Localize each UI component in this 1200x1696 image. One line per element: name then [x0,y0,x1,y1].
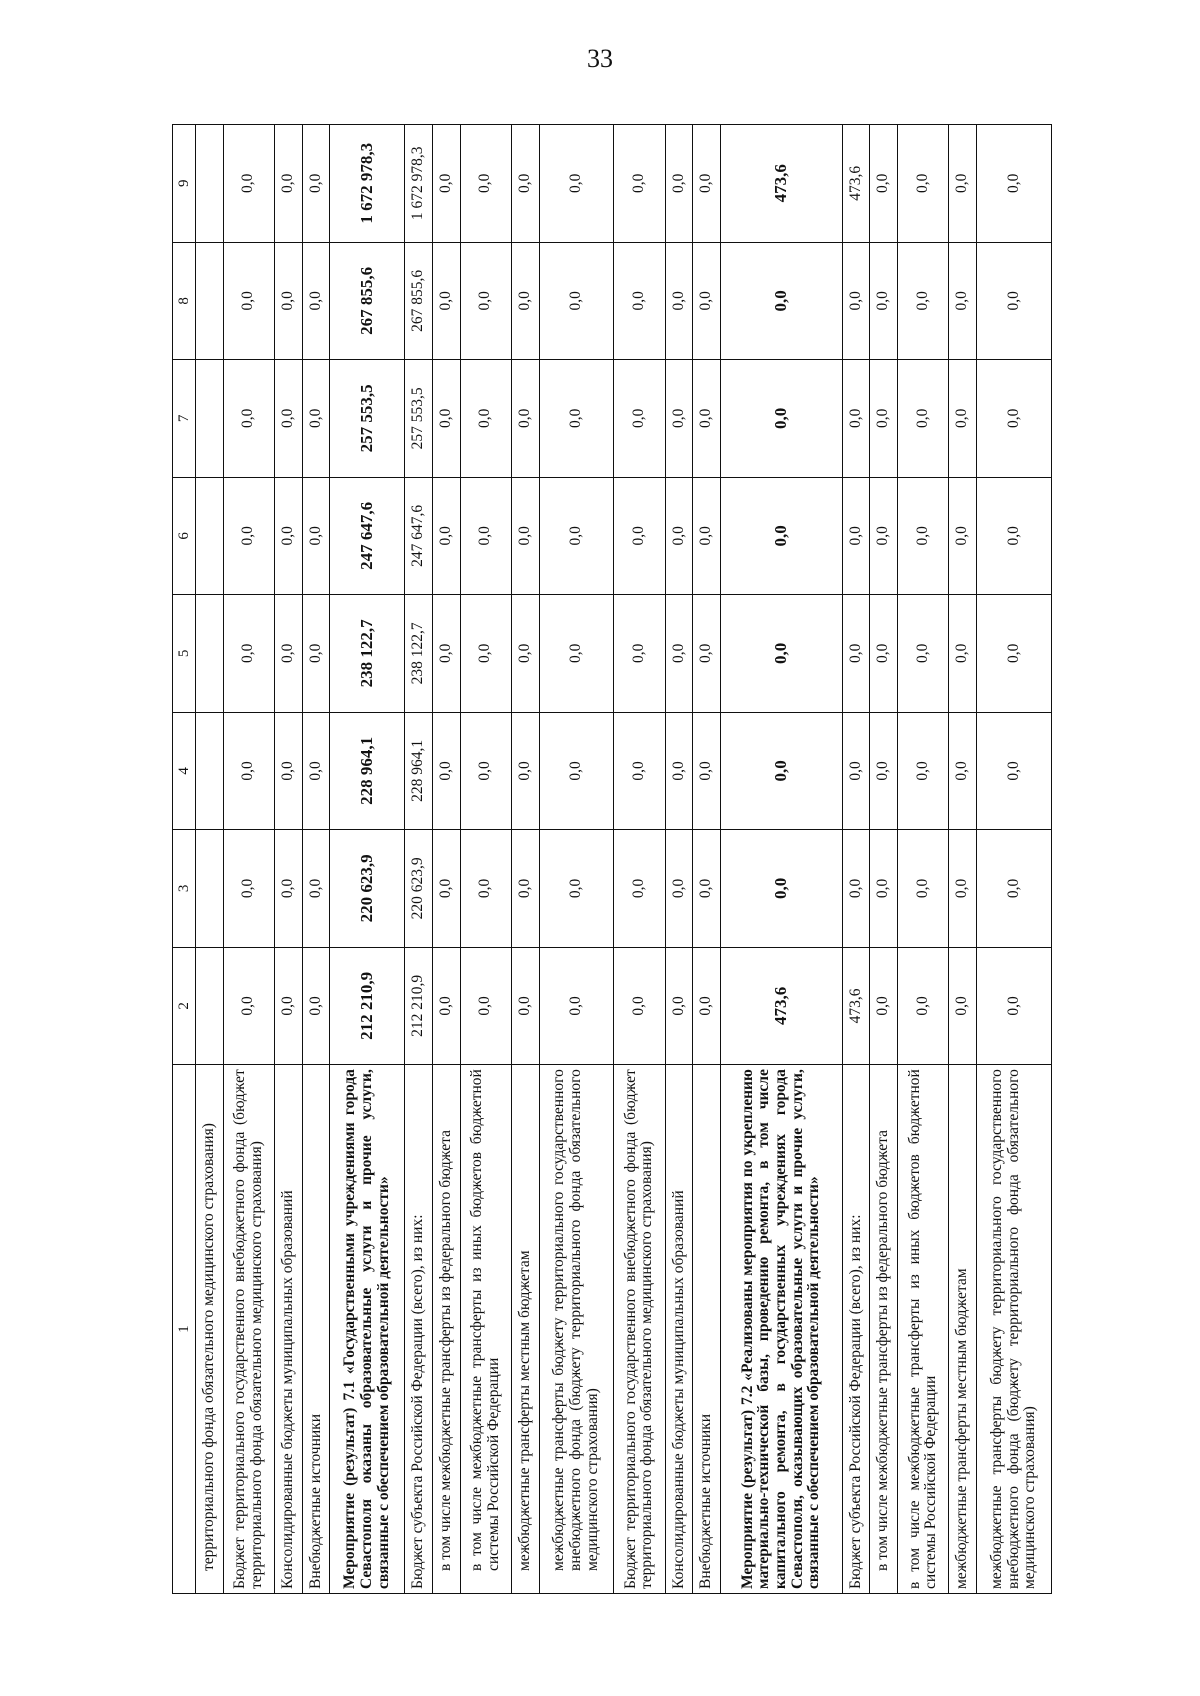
cell-value: 0,0 [720,712,842,830]
cell-value: 0,0 [614,242,665,360]
column-header-7: 7 [173,360,196,478]
cell-value: 0,0 [898,595,949,713]
table-row [870,125,898,1594]
cell-value: 0,0 [870,712,898,830]
cell-value: 0,0 [665,712,693,830]
cell-value: 0,0 [949,947,977,1065]
cell-value: 220 623,9 [405,830,433,948]
cell-value: 247 647,6 [330,477,405,595]
cell-value: 0,0 [665,242,693,360]
cell-value: 0,0 [693,947,721,1065]
cell-value: 0,0 [274,242,302,360]
table-row [460,125,511,1594]
cell-value: 0,0 [223,830,274,948]
cell-value: 0,0 [460,360,511,478]
cell-value: 0,0 [870,830,898,948]
cell-value: 0,0 [898,242,949,360]
cell-value: 0,0 [720,360,842,478]
row-label: Консолидированные бюджеты муниципальных образований [274,1065,302,1594]
cell-value: 0,0 [977,125,1052,243]
table-row [665,125,693,1594]
cell-value: 0,0 [614,477,665,595]
cell-value: 0,0 [223,477,274,595]
cell-value: 0,0 [665,595,693,713]
cell-value: 0,0 [949,242,977,360]
cell-value: 0,0 [977,830,1052,948]
table-body [196,125,1052,1594]
row-label: Бюджет субъекта Российской Федерации (всего), из них: [405,1065,433,1594]
cell-value: 0,0 [870,947,898,1065]
cell-value: 0,0 [842,830,870,948]
cell-value: 0,0 [302,477,330,595]
row-label: Бюджет территориального государственного внебюджетного фонда (бюджет территориального фонда обязательного медицинского страхования) [223,1065,274,1594]
row-label: в том числе межбюджетные трансферты из федерального бюджета [870,1065,898,1594]
cell-value: 0,0 [665,125,693,243]
cell-value: 0,0 [432,360,460,478]
cell-value: 0,0 [223,125,274,243]
cell-value: 0,0 [614,125,665,243]
cell-value: 0,0 [302,242,330,360]
cell-value: 0,0 [223,360,274,478]
cell-value: 0,0 [223,947,274,1065]
row-label: межбюджетные трансферты местным бюджетам [511,1065,539,1594]
cell-value: 0,0 [539,712,614,830]
cell-value: 0,0 [842,712,870,830]
column-header-8: 8 [173,242,196,360]
cell-value: 0,0 [432,947,460,1065]
cell-value: 0,0 [274,595,302,713]
column-header-6: 6 [173,477,196,595]
cell-value: 0,0 [274,125,302,243]
cell-value: 0,0 [898,360,949,478]
cell-value: 0,0 [460,595,511,713]
cell-value: 0,0 [460,830,511,948]
cell-value: 238 122,7 [330,595,405,713]
cell-value: 0,0 [511,477,539,595]
table-row [977,125,1052,1594]
cell-value: 0,0 [274,360,302,478]
cell-value: 0,0 [898,947,949,1065]
cell-value: 0,0 [432,477,460,595]
cell-value: 473,6 [720,947,842,1065]
cell-value: 0,0 [720,595,842,713]
row-label: Мероприятие (результат) 7.2 «Реализованы мероприятия по укреплению материально-технической базы, проведению ремонта, в том числе капитального ремонта, в государственных учреждениях города Севастополя, оказывающих образовательные услуги и прочие услуги, связанные с обеспечением образовательной деятельности» [720,1065,842,1594]
cell-value: 257 553,5 [405,360,433,478]
cell-value: 0,0 [223,712,274,830]
cell-value: 0,0 [977,477,1052,595]
cell-value: 228 964,1 [405,712,433,830]
cell-value: 0,0 [665,477,693,595]
cell-value: 473,6 [842,125,870,243]
cell-value: 0,0 [614,947,665,1065]
table-row [898,125,949,1594]
cell-value: 0,0 [842,595,870,713]
cell-value: 0,0 [842,360,870,478]
table-row [614,125,665,1594]
cell-value: 0,0 [432,242,460,360]
cell-value: 0,0 [949,712,977,830]
row-label: межбюджетные трансферты бюджету территориального государственного внебюджетного фонда (бюджету территориального фонда обязательного медицинского страхования) [977,1065,1052,1594]
cell-value: 0,0 [511,242,539,360]
cell-value: 0,0 [720,242,842,360]
cell-value: 0,0 [432,125,460,243]
cell-value: 0,0 [665,360,693,478]
cell-value: 267 855,6 [330,242,405,360]
cell-value: 0,0 [720,830,842,948]
cell-value: 0,0 [539,360,614,478]
cell-value: 0,0 [460,125,511,243]
column-header-5: 5 [173,595,196,713]
cell-value [196,125,224,243]
column-header-3: 3 [173,830,196,948]
table-row [693,125,721,1594]
cell-value: 0,0 [460,712,511,830]
cell-value: 0,0 [870,477,898,595]
table-row [330,125,405,1594]
table-row [949,125,977,1594]
cell-value: 0,0 [460,242,511,360]
row-label: межбюджетные трансферты бюджету территориального государственного внебюджетного фонда (бюджету территориального фонда обязательного медицинского страхования) [539,1065,614,1594]
cell-value: 0,0 [842,242,870,360]
cell-value: 0,0 [223,242,274,360]
cell-value: 0,0 [302,947,330,1065]
table-row [511,125,539,1594]
cell-value: 0,0 [949,360,977,478]
cell-value [196,947,224,1065]
cell-value: 0,0 [511,360,539,478]
cell-value: 0,0 [302,595,330,713]
cell-value: 0,0 [274,712,302,830]
cell-value: 0,0 [842,477,870,595]
cell-value: 0,0 [539,125,614,243]
cell-value [196,477,224,595]
cell-value: 0,0 [693,360,721,478]
cell-value: 0,0 [614,595,665,713]
cell-value: 0,0 [539,947,614,1065]
cell-value: 0,0 [870,242,898,360]
cell-value: 0,0 [511,125,539,243]
cell-value: 0,0 [511,830,539,948]
cell-value: 1 672 978,3 [405,125,433,243]
cell-value: 238 122,7 [405,595,433,713]
row-label: Консолидированные бюджеты муниципальных образований [665,1065,693,1594]
cell-value: 0,0 [693,712,721,830]
cell-value: 0,0 [977,595,1052,713]
row-label: Мероприятие (результат) 7.1 «Государственными учреждениями города Севастополя оказаны образовательные услуги и прочие услуги, связанные с обеспечением образовательной деятельности» [330,1065,405,1594]
row-label: Бюджет субъекта Российской Федерации (всего), из них: [842,1065,870,1594]
table-row [302,125,330,1594]
page-number: 33 [587,44,613,73]
table-row [720,125,842,1594]
cell-value: 0,0 [460,947,511,1065]
table-row [274,125,302,1594]
table-row [842,125,870,1594]
cell-value [196,712,224,830]
header-row [173,125,196,1594]
cell-value: 0,0 [720,477,842,595]
cell-value: 473,6 [720,125,842,243]
cell-value: 0,0 [432,595,460,713]
cell-value: 0,0 [539,595,614,713]
rotated-table-frame [172,124,1052,1594]
cell-value: 0,0 [977,242,1052,360]
table-row [223,125,274,1594]
cell-value: 212 210,9 [405,947,433,1065]
cell-value: 0,0 [693,125,721,243]
cell-value: 0,0 [870,360,898,478]
cell-value: 0,0 [302,360,330,478]
cell-value [196,595,224,713]
table-row [196,125,224,1594]
cell-value: 0,0 [302,712,330,830]
column-header-2: 2 [173,947,196,1065]
cell-value: 0,0 [614,712,665,830]
row-label: в том числе межбюджетные трансферты из иных бюджетов бюджетной системы Российской Федерации [460,1065,511,1594]
cell-value: 220 623,9 [330,830,405,948]
cell-value: 0,0 [665,830,693,948]
cell-value: 0,0 [274,477,302,595]
column-header-4: 4 [173,712,196,830]
cell-value: 0,0 [898,712,949,830]
row-label: в том числе межбюджетные трансферты из федерального бюджета [432,1065,460,1594]
table-row [405,125,433,1594]
cell-value: 0,0 [949,125,977,243]
cell-value: 0,0 [898,477,949,595]
cell-value [196,242,224,360]
cell-value: 0,0 [539,477,614,595]
cell-value: 0,0 [302,830,330,948]
row-label: межбюджетные трансферты местным бюджетам [949,1065,977,1594]
row-label: Внебюджетные источники [693,1065,721,1594]
cell-value [196,360,224,478]
cell-value: 0,0 [949,830,977,948]
cell-value: 0,0 [949,595,977,713]
cell-value: 0,0 [432,712,460,830]
table-row [432,125,460,1594]
cell-value: 0,0 [693,830,721,948]
cell-value: 0,0 [977,947,1052,1065]
cell-value: 0,0 [274,830,302,948]
cell-value: 0,0 [665,947,693,1065]
cell-value: 0,0 [511,595,539,713]
cell-value: 0,0 [870,125,898,243]
cell-value: 0,0 [977,712,1052,830]
cell-value: 257 553,5 [330,360,405,478]
cell-value: 0,0 [949,477,977,595]
cell-value: 0,0 [539,242,614,360]
cell-value: 0,0 [693,595,721,713]
cell-value: 473,6 [842,947,870,1065]
cell-value: 0,0 [539,830,614,948]
cell-value: 0,0 [432,830,460,948]
row-label: Внебюджетные источники [302,1065,330,1594]
cell-value: 0,0 [274,947,302,1065]
cell-value: 0,0 [870,595,898,713]
row-label: в том числе межбюджетные трансферты из иных бюджетов бюджетной системы Российской Федерации [898,1065,949,1594]
cell-value: 1 672 978,3 [330,125,405,243]
cell-value: 0,0 [898,830,949,948]
cell-value: 0,0 [898,125,949,243]
cell-value: 0,0 [977,360,1052,478]
cell-value: 0,0 [693,242,721,360]
row-label: Бюджет территориального государственного внебюджетного фонда (бюджет территориального фонда обязательного медицинского страхования) [614,1065,665,1594]
column-header-1: 1 [173,1065,196,1594]
cell-value: 0,0 [223,595,274,713]
cell-value: 247 647,6 [405,477,433,595]
cell-value: 0,0 [614,360,665,478]
cell-value: 212 210,9 [330,947,405,1065]
cell-value: 0,0 [693,477,721,595]
cell-value [196,830,224,948]
cell-value: 0,0 [511,947,539,1065]
budget-table [172,124,1052,1594]
column-header-9: 9 [173,125,196,243]
cell-value: 267 855,6 [405,242,433,360]
row-label: территориального фонда обязательного медицинского страхования) [196,1065,224,1594]
cell-value: 0,0 [302,125,330,243]
cell-value: 0,0 [511,712,539,830]
cell-value: 0,0 [614,830,665,948]
table-row [539,125,614,1594]
cell-value: 0,0 [460,477,511,595]
cell-value: 228 964,1 [330,712,405,830]
